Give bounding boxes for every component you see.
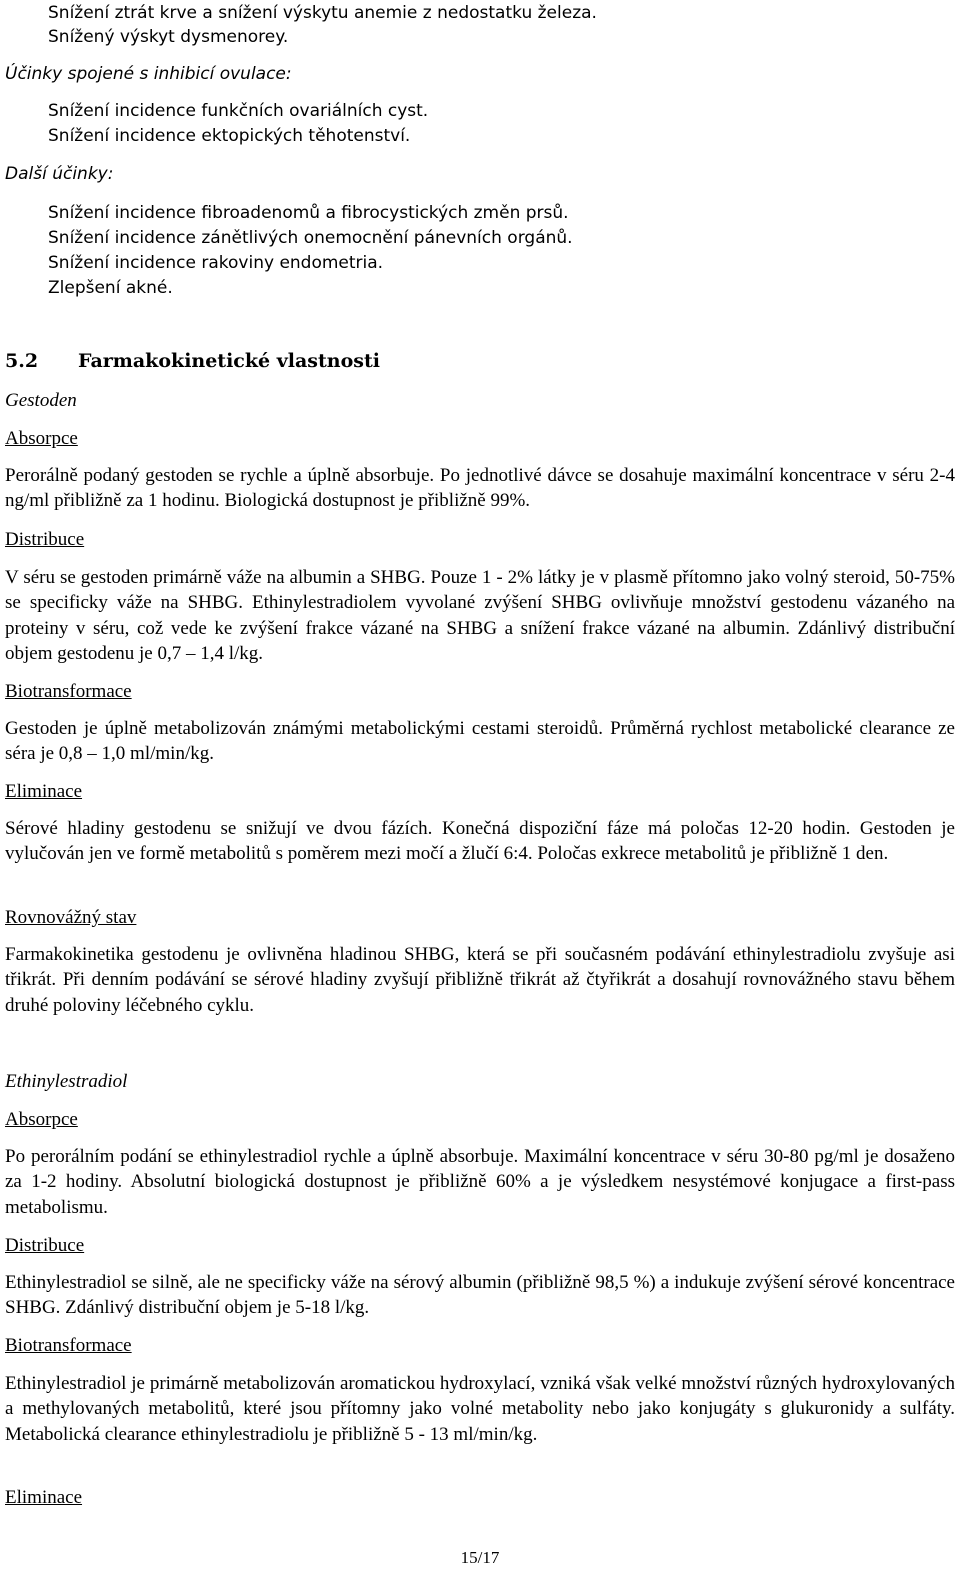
subheading-absorpce: Absorpce [5,1109,78,1130]
paragraph-rovnovazny-stav: Farmakokinetika gestodenu je ovlivněna hladinou SHBG, která se při současném podávání ethinylestradiolu zvyšuje asi třikrát. Při denním podávání se sérové hladiny zvyšují přibližně třikrát až čtyřikrát a dosahují rovnovážného stavu během druhé poloviny léčebného cyklu. [5,944,955,1016]
other-effect-item: Snížení incidence fibroadenomů a fibrocystických změn prsů. [48,203,569,223]
paragraph-distribuce: V séru se gestoden primárně váže na albumin a SHBG. Pouze 1 - 2% látky je v plasmě přítomno jako volný steroid, 50-75% se specificky váže na SHBG. Ethinylestradiolem vyvolané zvýšení SHBG ovlivňuje množství gestodenu vázaného na proteiny v séru, což vede ke zvýšení frakce vázané na SHBG a snížení frakce vázané na albumin. Zdánlivý distribuční objem gestodenu je 0,7 – 1,4 l/kg. [5,567,955,664]
subheading-distribuce: Distribuce [5,529,85,550]
ovulation-label: Účinky spojené s inhibicí ovulace: [5,64,292,84]
subheading-absorpce: Absorpce [5,428,78,449]
paragraph-eliminace: Sérové hladiny gestodenu se snižují ve dvou fázích. Konečná dispoziční fáze má poločas 12-20 hodin. Gestoden je vylučován jen ve formě metabolitů s poměrem mezi močí a žlučí 6:4. Poločas exkrece metabolitů je přibližně 1 den. [5,818,955,865]
paragraph-biotransformace: Gestoden je úplně metabolizován známými metabolickými cestami steroidů. Průměrná rychlost metabolické clearance ze séra je 0,8 – 1,0 ml/min/kg. [5,718,955,765]
other-effect-item: Snížení incidence rakoviny endometria. [48,253,384,273]
paragraph-distribuce: Ethinylestradiol se silně, ale ne specificky váže na sérový albumin (přibližně 98,5 %) a indukuje zvýšení sérové koncentrace SHBG. Zdánlivý distribuční objem je 5-18 l/kg. [5,1272,955,1319]
subheading-biotransformace: Biotransformace [5,1335,132,1356]
subheading-eliminace: Eliminace [5,781,83,802]
effect-line: Snížení ztrát krve a snížení výskytu anemie z nedostatku železa. [48,3,597,23]
other-effect-item: Zlepšení akné. [48,278,173,298]
effect-line: Snížený výskyt dysmenorey. [48,27,289,47]
ovulation-item: Snížení incidence funkčních ovariálních cyst. [48,101,429,121]
paragraph-absorpce: Po perorálním podání se ethinylestradiol rychle a úplně absorbuje. Maximální koncentrace v séru 30-80 pg/ml je dosaženo za 1-2 hodiny. Absolutní biologická dostupnost je přibližně 60% a je výsledkem nesystémové konjugace a first-pass metabolismu. [5,1146,955,1218]
paragraph-absorpce: Perorálně podaný gestoden se rychle a úplně absorbuje. Po jednotlivé dávce se dosahuje maximální koncentrace v séru 2-4 ng/ml přibližně za 1 hodinu. Biologická dostupnost je přibližně 99%. [5,465,955,512]
subheading-biotransformace: Biotransformace [5,681,132,702]
subheading-distribuce: Distribuce [5,1235,85,1256]
ovulation-item: Snížení incidence ektopických těhotenství. [48,126,411,146]
section-title: Farmakokinetické vlastnosti [78,350,380,372]
other-effect-item: Snížení incidence zánětlivých onemocnění pánevních orgánů. [48,228,573,248]
subheading-eliminace: Eliminace [5,1487,83,1508]
section-number: 5.2 [5,350,39,372]
substance-title-gestoden: Gestoden [5,390,77,411]
subheading-rovnovazny-stav: Rovnovážný stav [5,907,137,928]
paragraph-biotransformace: Ethinylestradiol je primárně metabolizován aromatickou hydroxylací, vzniká však velké množství různých hydroxylovaných a methylovaných metabolitů, které jsou přítomny jako volné metabolity nebo jako konjugáty s glukuronidy a sulfáty. Metabolická clearance ethinylestradiolu je přibližně 5 - 13 ml/min/kg. [5,1373,955,1445]
substance-title-ethinylestradiol: Ethinylestradiol [5,1071,128,1092]
other-effects-label: Další účinky: [5,164,114,184]
page-number: 15/17 [460,1548,500,1567]
